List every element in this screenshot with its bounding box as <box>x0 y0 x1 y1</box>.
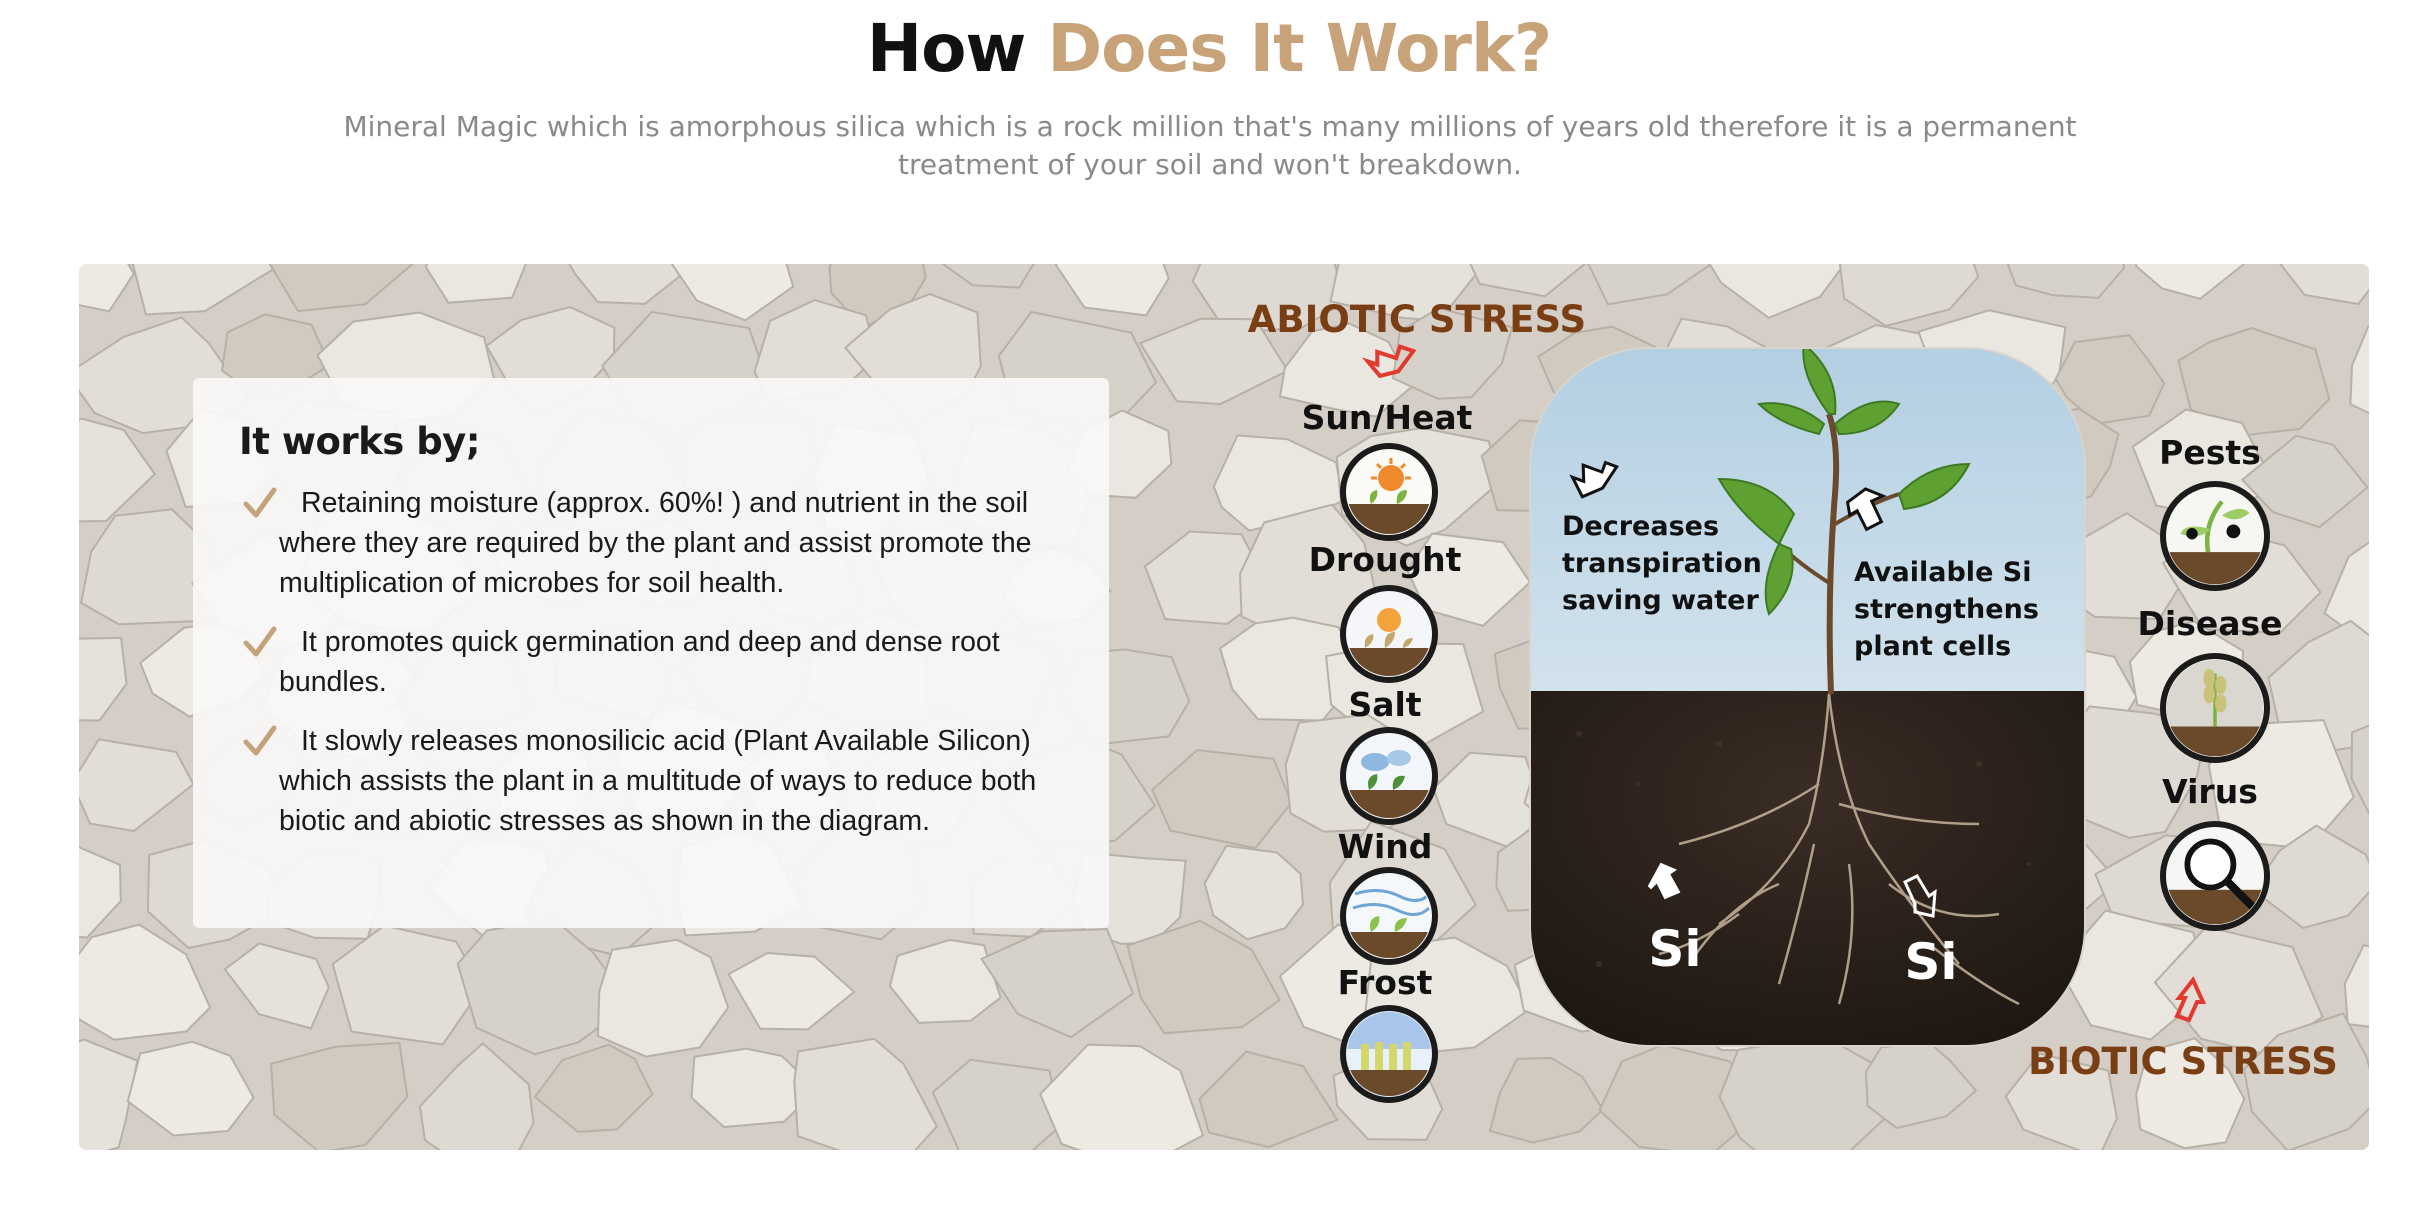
salt-icon <box>1343 730 1435 830</box>
sun-heat-icon <box>1343 446 1435 544</box>
stress-label-virus: Virus <box>2162 772 2258 811</box>
abiotic-stress-title: ABIOTIC STRESS <box>1247 298 1587 341</box>
benefit-text: It slowly releases monosilicic acid (Plant Available Silicon) which assists the plant in a multitude of ways to reduce both biotic and abiotic stresses as shown in the diagram. <box>279 725 1037 837</box>
available-si-label <box>1854 557 2039 662</box>
stress-label-frost: Frost <box>1337 963 1433 1002</box>
page-title <box>0 10 2418 87</box>
biotic-stress-title: BIOTIC STRESS <box>2028 1040 2338 1083</box>
drought-icon <box>1343 588 1435 688</box>
plant-photo <box>1530 344 2085 1051</box>
benefit-text: It promotes quick germination and deep and dense root bundles. <box>279 626 1000 698</box>
benefit-text: Retaining moisture (approx. 60%! ) and nutrient in the soil where they are required by the plant and assist promote the multiplication of microbes for soil health. <box>279 487 1032 599</box>
stress-label-wind: Wind <box>1337 827 1433 866</box>
stress-label-salt: Salt <box>1348 685 1422 724</box>
how-it-works-banner <box>79 264 2369 1150</box>
label-left-line: saving water <box>1562 585 1759 616</box>
label-right-line: Available Si <box>1854 557 2032 588</box>
si-label-left: Si <box>1648 920 1702 978</box>
title-accent: Does It Work? <box>1047 10 1552 87</box>
label-right-line: strengthens <box>1854 594 2039 625</box>
stress-label-drought: Drought <box>1308 540 1462 579</box>
stress-label-disease: Disease <box>2137 604 2283 643</box>
stress-label-sun-heat: Sun/Heat <box>1301 398 1473 437</box>
pests-icon <box>2163 484 2267 598</box>
disease-icon <box>2163 656 2267 772</box>
frost-icon <box>1343 1008 1435 1110</box>
label-right-line: plant cells <box>1854 631 2012 662</box>
stress-label-pests: Pests <box>2159 433 2261 472</box>
page-subtitle: Mineral Magic which is amorphous silica which is a rock million that's many millions of years old therefore it is a permanent treatment of your soil and won't breakdown. <box>343 110 2077 181</box>
wind-icon <box>1343 870 1435 972</box>
card-title: It works by; <box>239 420 481 463</box>
label-left-line: Decreases <box>1562 511 1720 542</box>
title-dark: How <box>866 10 1026 87</box>
virus-icon <box>2163 824 2267 936</box>
abiotic-arrow-icon <box>1365 339 1414 384</box>
stress-diagram <box>79 264 2369 1150</box>
si-label-right: Si <box>1904 933 1958 991</box>
label-left-line: transpiration <box>1562 548 1762 579</box>
biotic-arrow-icon <box>2177 980 2203 1020</box>
